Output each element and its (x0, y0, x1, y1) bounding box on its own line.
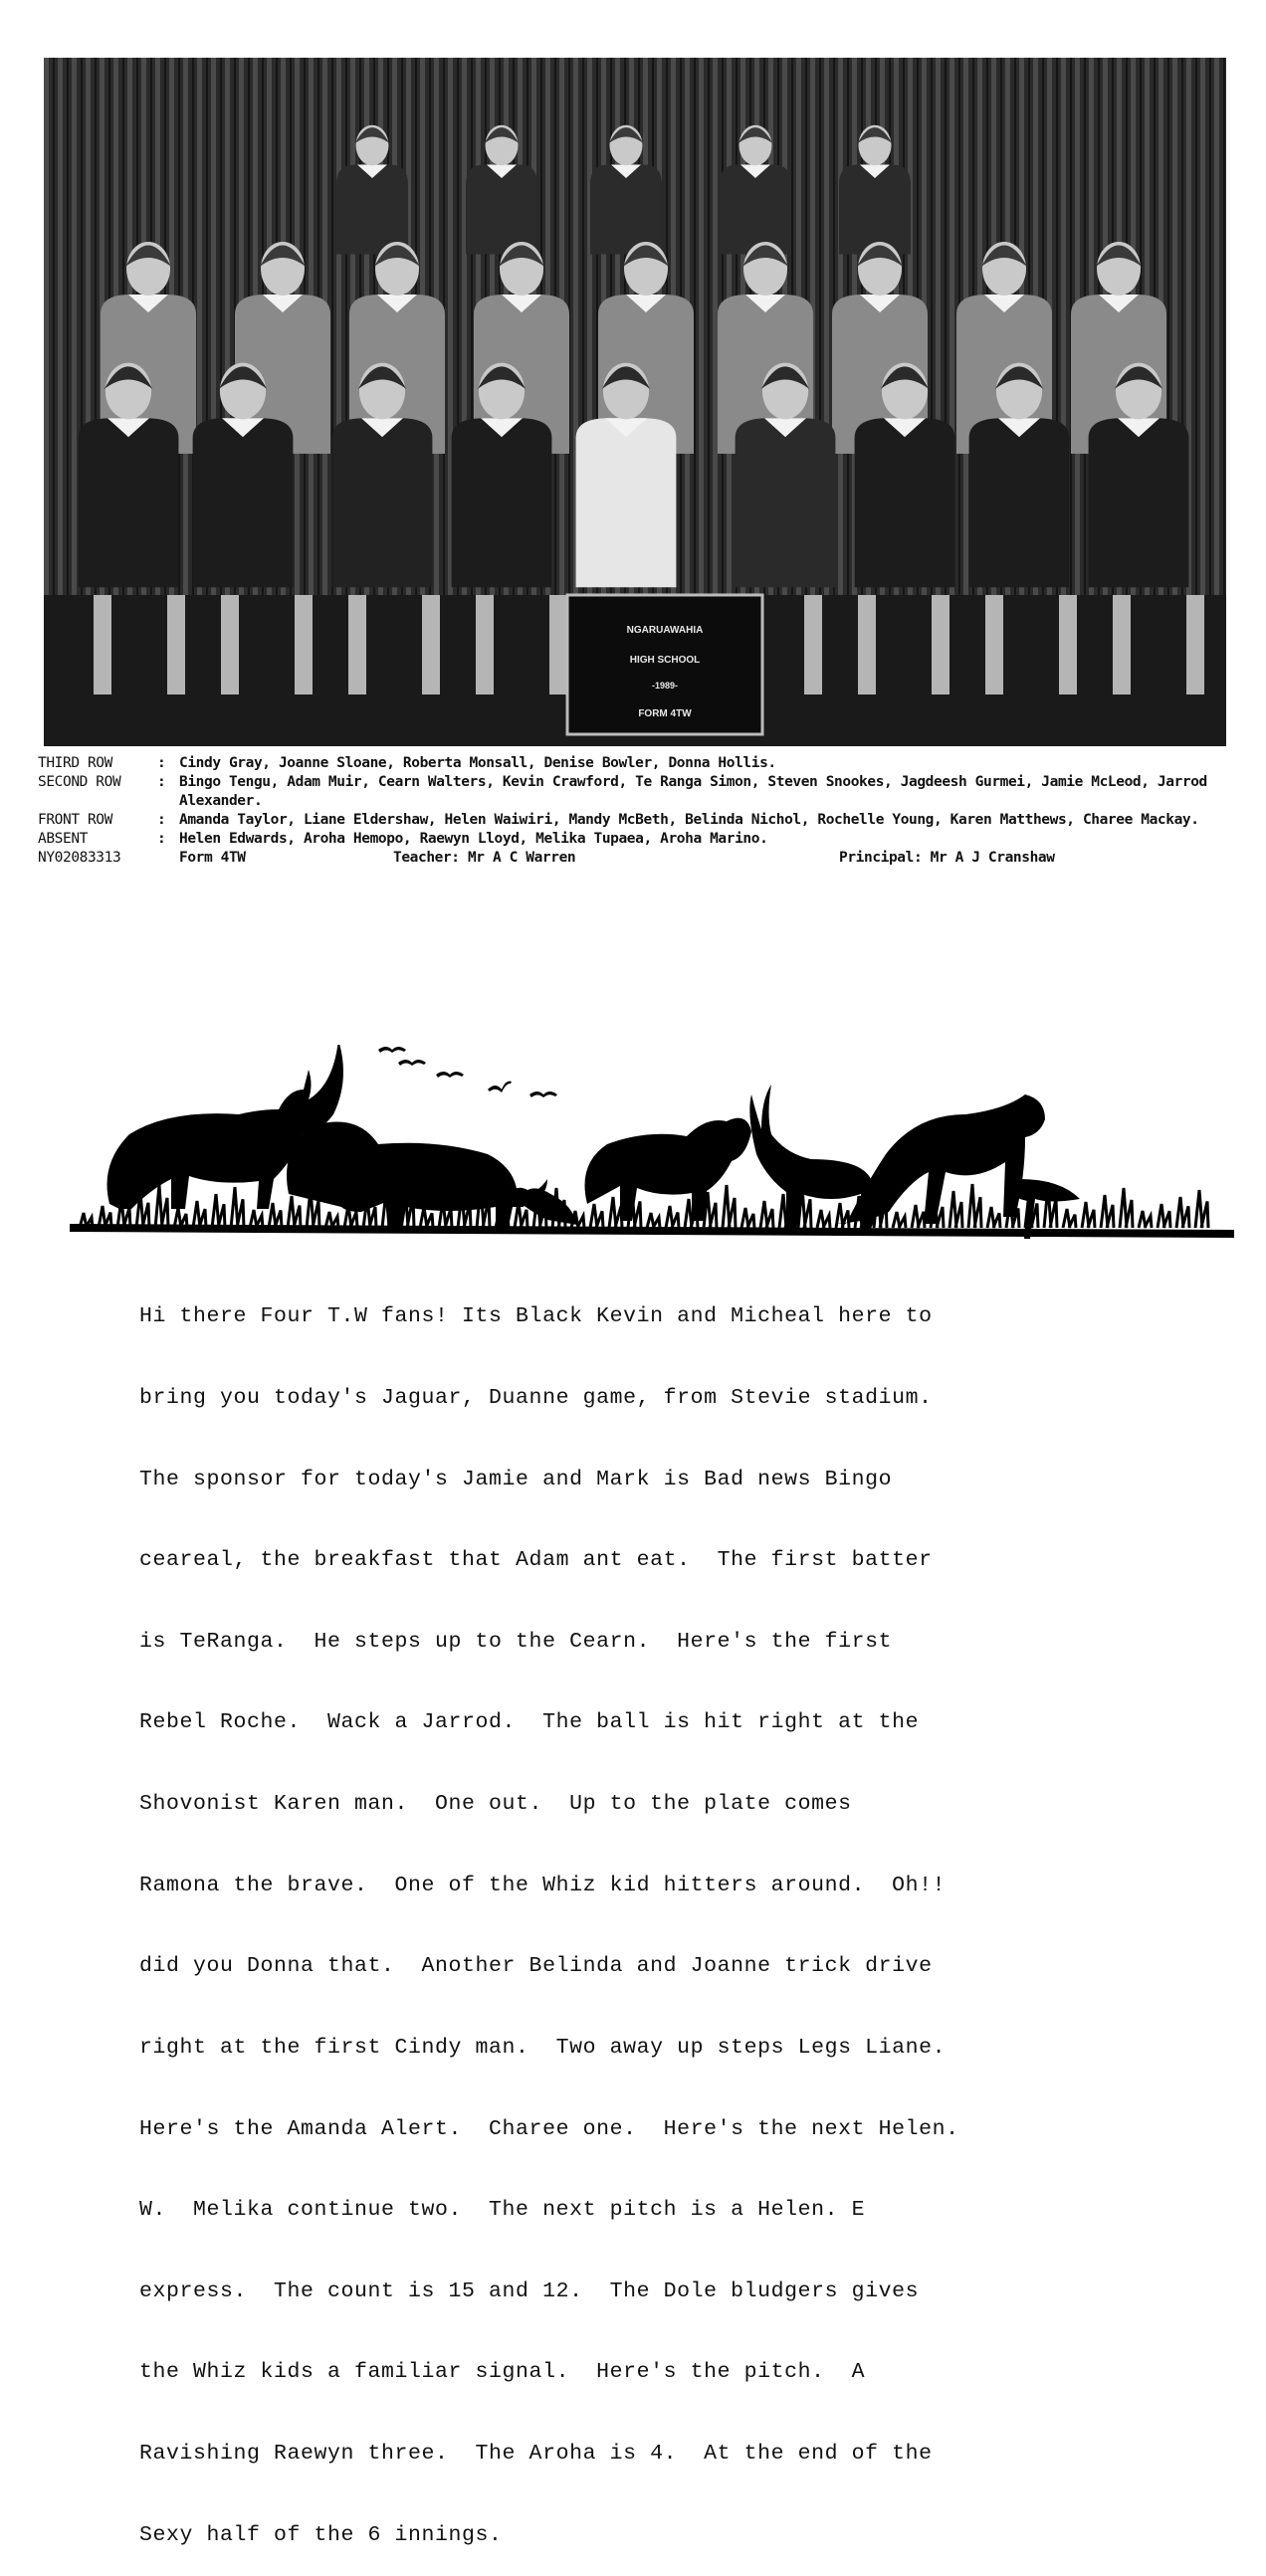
sign-line: HIGH SCHOOL (629, 655, 701, 666)
person-legs (1059, 595, 1077, 694)
safari-silhouette-banner (70, 1045, 1234, 1244)
grass-tuft (836, 1203, 849, 1228)
person-legs (295, 595, 313, 694)
sign-line: -1989- (651, 681, 679, 691)
row-names: Cindy Gray, Joanne Sloane, Roberta Monsall, Denise Bowler, Donna Hollis. (179, 755, 776, 771)
person-legs (932, 595, 950, 694)
grass-tuft (704, 1192, 717, 1228)
caption-absent (38, 830, 1252, 849)
grass-tuft (590, 1204, 603, 1228)
story-line: Rebel Roche. Wack a Jarrod. The ball is hit right at the (139, 1710, 920, 1735)
principal-name: Principal: Mr A J Cranshaw (839, 850, 1055, 866)
row-names: Bingo Tengu, Adam Muir, Cearn Walters, Kevin Crawford, Te Ranga Simon, Steven Snookes, Jagdeesh Gurmei, Jamie McLeod, Jarrod Alexander. (179, 774, 1207, 809)
story-line: Ravishing Raewyn three. The Aroha is 4. At the end of the (139, 2441, 933, 2466)
person-legs (804, 595, 822, 694)
grass-tuft (987, 1207, 1000, 1228)
story-line: the Whiz kids a familiar signal. Here's the pitch. A (139, 2360, 866, 2385)
grass-tuft (1195, 1190, 1208, 1228)
person-legs (1113, 595, 1131, 694)
story-line: Hi there Four T.W fans! Its Black Kevin and Micheal here to (139, 1304, 933, 1329)
grass-tuft (647, 1213, 660, 1228)
grass-tuft (193, 1201, 206, 1228)
person-legs (348, 595, 366, 694)
photo-code: NY02083313 (38, 850, 121, 866)
sign-line: FORM 4TW (638, 708, 692, 719)
grass-tuft (741, 1208, 754, 1228)
grass-tuft (155, 1185, 168, 1228)
story-line: Shovonist Karen man. One out. Up to the plate comes (139, 1792, 852, 1817)
bird-icon (488, 1082, 512, 1092)
person-legs (476, 595, 494, 694)
animal-silhouettes-illustration (70, 1045, 1234, 1244)
grass-tuft (1120, 1188, 1133, 1228)
caption-footer (38, 849, 1252, 868)
person-legs (858, 595, 876, 694)
grass-tuft (288, 1196, 301, 1228)
caption-third-row (38, 754, 1252, 773)
person-legs (985, 595, 1003, 694)
person-legs (94, 595, 111, 694)
grass-tuft (666, 1206, 679, 1228)
person-legs (167, 595, 185, 694)
caption-front-row (38, 811, 1252, 830)
story-line: is TeRanga. He steps up to the Cearn. Here's the first (139, 1629, 893, 1654)
sign-line: NGARUAWAHIA (626, 625, 704, 636)
row-names: Amanda Taylor, Liane Eldershaw, Helen Waiwiri, Mandy McBeth, Belinda Nichol, Rochelle Young, Karen Matthews, Charee Mackay. (179, 812, 1199, 828)
grass-tuft (968, 1184, 981, 1228)
class-photo-illustration (44, 58, 1226, 746)
teacher-name: Teacher: Mr A C Warren (393, 850, 576, 866)
grass-tuft (212, 1194, 225, 1228)
wildebeest-silhouette (585, 1118, 752, 1221)
story-line: The sponsor for today's Jamie and Mark is Bad news Bingo (139, 1467, 893, 1491)
row-separator: : (157, 831, 166, 847)
story-line: Here's the Amanda Alert. Charee one. Here's the next Helen. (139, 2116, 959, 2141)
bird-icon (378, 1047, 406, 1053)
bird-icon (529, 1091, 557, 1097)
bird-icon (398, 1060, 426, 1066)
story-line: ceareal, the breakfast that Adam ant eat. The first batter (139, 1548, 933, 1573)
story-line: express. The count is 15 and 12. The Dole bludgers gives (139, 2279, 920, 2303)
photo-caption (38, 754, 1252, 868)
story-line: did you Donna that. Another Belinda and Joanne trick drive (139, 1954, 933, 1979)
person-legs (549, 595, 567, 694)
grass-tuft (893, 1212, 906, 1228)
row-separator: : (157, 812, 166, 828)
person-legs (221, 595, 239, 694)
story-line: right at the first Cindy man. Two away up steps Legs Liane. (139, 2035, 947, 2060)
story-line: W. Melika continue two. The next pitch is a Helen. E (139, 2198, 866, 2223)
grass-tuft (1101, 1195, 1114, 1228)
story-text (139, 1250, 1135, 2576)
grass-tuft (269, 1203, 282, 1228)
row-names: Helen Edwards, Aroha Hemopo, Raewyn Lloyd, Melika Tupaea, Aroha Marino. (179, 831, 768, 847)
person-legs (1186, 595, 1204, 694)
grass-tuft (950, 1191, 962, 1228)
row-separator: : (157, 755, 166, 771)
class-photo (44, 58, 1226, 746)
row-label: SECOND ROW (38, 774, 121, 790)
bird-icon (436, 1072, 464, 1078)
story-line: Sexy half of the 6 innings. (139, 2522, 503, 2547)
grass-tuft (1176, 1197, 1189, 1228)
grass-tuft (1063, 1209, 1076, 1228)
person-legs (422, 595, 440, 694)
grass-tuft (1139, 1211, 1152, 1228)
row-label: FRONT ROW (38, 812, 112, 828)
grass-tuft (1158, 1204, 1170, 1228)
story-line: Ramona the brave. One of the Whiz kid hitters around. Oh!! (139, 1873, 947, 1897)
grass-tuft (912, 1205, 925, 1228)
grass-tuft (760, 1201, 773, 1228)
row-label: ABSENT (38, 831, 88, 847)
grass-tuft (817, 1210, 830, 1228)
grass-tuft (1082, 1202, 1095, 1228)
grass-tuft (723, 1185, 736, 1228)
form-name: Form 4TW (179, 850, 246, 866)
grass-tuft (571, 1211, 584, 1228)
grass-tuft (231, 1187, 244, 1228)
row-separator: : (157, 774, 166, 790)
row-label: THIRD ROW (38, 755, 112, 771)
caption-second-row (38, 773, 1252, 811)
story-line: bring you today's Jaguar, Duanne game, from Stevie stadium. (139, 1386, 933, 1411)
